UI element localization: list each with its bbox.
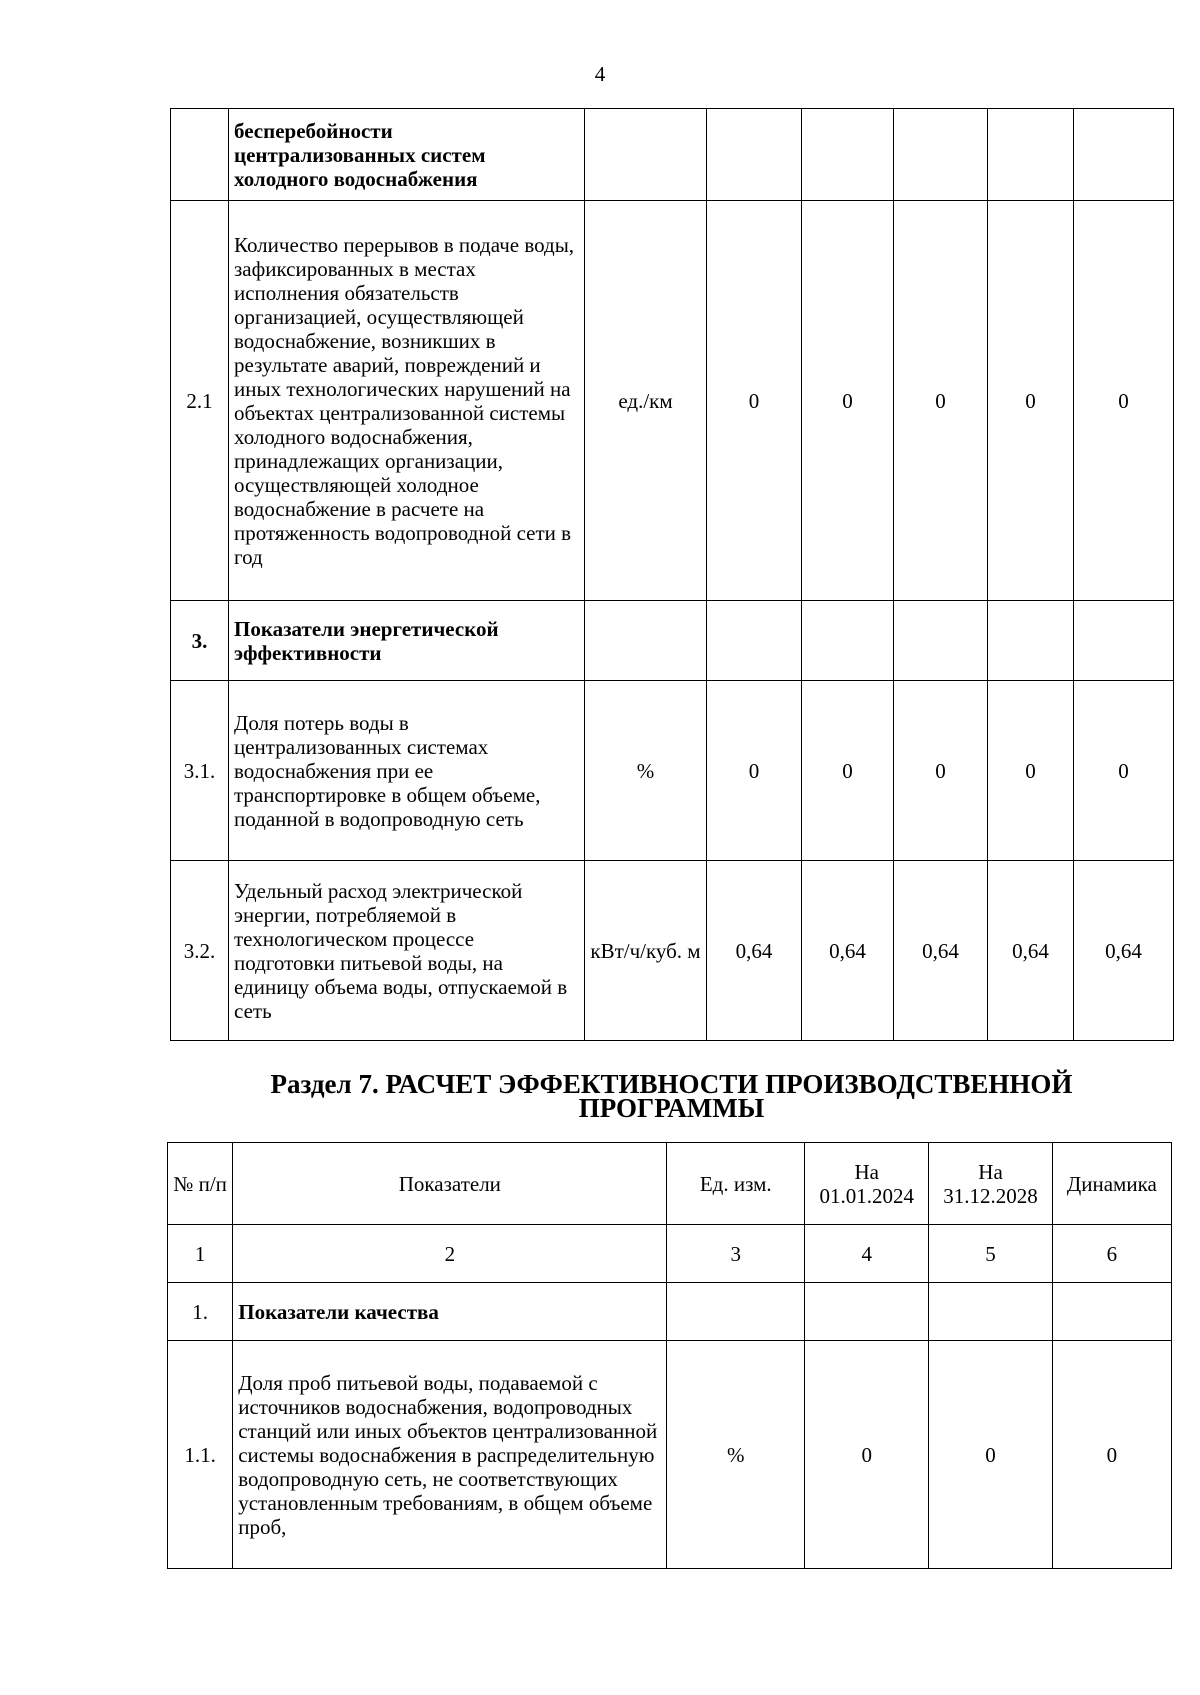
value-cell: 0 bbox=[988, 201, 1074, 601]
index-cell: 5 bbox=[929, 1225, 1052, 1283]
value-cell: 0,64 bbox=[707, 861, 802, 1041]
value-cell: 0 bbox=[894, 681, 988, 861]
header-start: На 01.01.2024 bbox=[805, 1143, 929, 1225]
unit-cell: кВт/ч/куб. м bbox=[585, 861, 707, 1041]
table-row bbox=[171, 109, 1174, 201]
indicator-name: Удельный расход электрической энергии, потребляемой в технологическом процессе подготовки питьевой воды, на единицу объема воды, отпускаемой в сеть bbox=[229, 861, 585, 1041]
value-cell bbox=[894, 601, 988, 681]
section-heading-line2: ПРОГРАММЫ bbox=[578, 1093, 765, 1123]
table-row bbox=[168, 1283, 1172, 1341]
row-number: 3.2. bbox=[171, 861, 229, 1041]
indicator-name: Доля потерь воды в централизованных системах водоснабжения при ее транспортировке в общем объеме, поданной в водопроводную сеть bbox=[229, 681, 585, 861]
value-cell: 0,64 bbox=[988, 861, 1074, 1041]
row-number bbox=[171, 109, 229, 201]
value-cell: 0 bbox=[1074, 681, 1174, 861]
unit-cell bbox=[585, 601, 707, 681]
unit-cell: % bbox=[667, 1341, 805, 1569]
index-cell: 4 bbox=[805, 1225, 929, 1283]
header-end: На 31.12.2028 bbox=[929, 1143, 1052, 1225]
dynamics-value: 0 bbox=[1052, 1341, 1171, 1569]
dynamics-value bbox=[1052, 1283, 1171, 1341]
value-cell: 0 bbox=[802, 681, 894, 861]
value-cell bbox=[988, 109, 1074, 201]
indicator-name: Показатели энергетической эффективности bbox=[229, 601, 585, 681]
end-value: 0 bbox=[929, 1341, 1052, 1569]
unit-cell: % bbox=[585, 681, 707, 861]
page-number: 4 bbox=[594, 62, 606, 86]
start-value bbox=[805, 1283, 929, 1341]
row-number: 3.1. bbox=[171, 681, 229, 861]
indicator-name: Доля проб питьевой воды, подаваемой с источников водоснабжения, водопроводных станций или иных объектов централизованной системы водоснабжения в распределительную водопроводную сеть, не соответствующих установленным требованиям, в общем объеме проб, bbox=[233, 1341, 667, 1569]
indicators-table bbox=[170, 108, 1174, 1041]
value-cell: 0,64 bbox=[802, 861, 894, 1041]
efficiency-table bbox=[167, 1142, 1172, 1569]
header-unit: Ед. изм. bbox=[667, 1143, 805, 1225]
value-cell: 0 bbox=[894, 201, 988, 601]
section-heading bbox=[170, 1069, 1173, 1123]
value-cell: 0,64 bbox=[894, 861, 988, 1041]
index-cell: 6 bbox=[1052, 1225, 1171, 1283]
unit-cell: ед./км bbox=[585, 201, 707, 601]
row-number: 1.1. bbox=[168, 1341, 233, 1569]
table-row bbox=[168, 1341, 1172, 1569]
indicator-name: Количество перерывов в подаче воды, зафиксированных в местах исполнения обязательств организацией, осуществляющей водоснабжение, возникших в результате аварий, повреждений и иных технологических нарушений на объектах централизованной системы холодного водоснабжения, принадлежащих организации, осуществляющей холодное водоснабжение в расчете на протяженность водопроводной сети в год bbox=[229, 201, 585, 601]
index-row bbox=[168, 1225, 1172, 1283]
row-number: 2.1 bbox=[171, 201, 229, 601]
header-name: Показатели bbox=[233, 1143, 667, 1225]
unit-cell bbox=[585, 109, 707, 201]
indicator-name: бесперебойности централизованных систем холодного водоснабжения bbox=[229, 109, 585, 201]
value-cell: 0 bbox=[707, 201, 802, 601]
value-cell: 0 bbox=[1074, 201, 1174, 601]
value-cell: 0 bbox=[802, 201, 894, 601]
value-cell: 0,64 bbox=[1074, 861, 1174, 1041]
index-cell: 1 bbox=[168, 1225, 233, 1283]
value-cell bbox=[802, 601, 894, 681]
header-dynamics: Динамика bbox=[1052, 1143, 1171, 1225]
section-heading-line1: Раздел 7. РАСЧЕТ ЭФФЕКТИВНОСТИ ПРОИЗВОДСТВЕННОЙ bbox=[270, 1069, 1073, 1099]
row-number: 1. bbox=[168, 1283, 233, 1341]
unit-cell bbox=[667, 1283, 805, 1341]
value-cell bbox=[988, 601, 1074, 681]
table-row bbox=[171, 681, 1174, 861]
index-cell: 2 bbox=[233, 1225, 667, 1283]
value-cell bbox=[1074, 109, 1174, 201]
table-row bbox=[171, 201, 1174, 601]
start-value: 0 bbox=[805, 1341, 929, 1569]
index-cell: 3 bbox=[667, 1225, 805, 1283]
table-row bbox=[171, 601, 1174, 681]
indicator-name: Показатели качества bbox=[233, 1283, 667, 1341]
row-number: 3. bbox=[171, 601, 229, 681]
table-header-row bbox=[168, 1143, 1172, 1225]
value-cell: 0 bbox=[707, 681, 802, 861]
header-num: № п/п bbox=[168, 1143, 233, 1225]
value-cell bbox=[802, 109, 894, 201]
end-value bbox=[929, 1283, 1052, 1341]
table-row bbox=[171, 861, 1174, 1041]
value-cell bbox=[894, 109, 988, 201]
value-cell: 0 bbox=[988, 681, 1074, 861]
value-cell bbox=[707, 109, 802, 201]
value-cell bbox=[1074, 601, 1174, 681]
value-cell bbox=[707, 601, 802, 681]
